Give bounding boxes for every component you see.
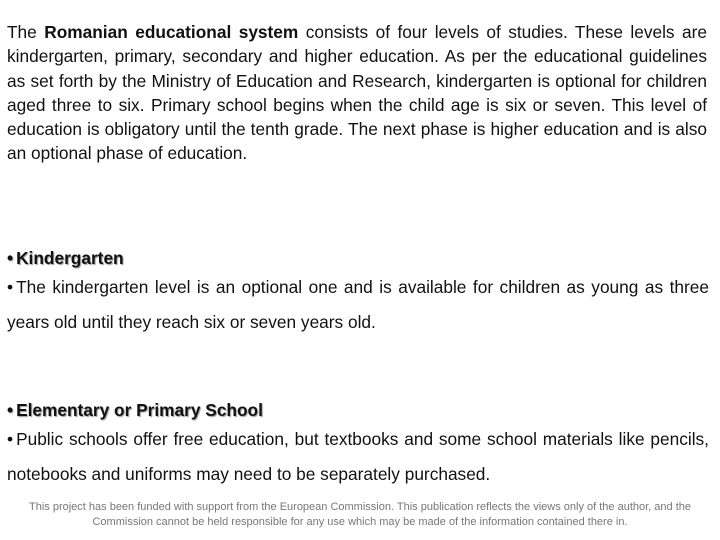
elementary-heading: Elementary or Primary School	[16, 400, 263, 420]
elementary-text: Public schools offer free education, but textbooks and some school materials like pencils, notebooks and uniforms may need to be separately purchased.	[7, 429, 709, 484]
bullet-icon: •	[7, 400, 14, 420]
section-body	[7, 422, 709, 492]
intro-text: consists of four levels of studies. These levels are kindergarten, primary, secondary and higher education. As per the educational guidelines as set forth by the Ministry of Education and Research, kindergarten is optional for children aged three to six. Primary school begins when the child age is six or seven. This level of education is obligatory until the tenth grade. The next phase is higher education and is also an optional phase of education.	[7, 22, 707, 164]
bullet-icon: •	[7, 277, 14, 297]
intro-bold-term: Romanian educational system	[44, 22, 299, 42]
kindergarten-text: The kindergarten level is an optional one and is available for children as young as three years old until they reach six or seven years old.	[7, 277, 709, 332]
section-heading	[7, 398, 709, 422]
section-heading	[7, 246, 709, 270]
section-body	[7, 270, 709, 340]
kindergarten-section	[7, 246, 709, 340]
kindergarten-heading: Kindergarten	[16, 248, 124, 268]
bullet-icon: •	[7, 429, 14, 449]
bullet-icon: •	[7, 248, 14, 268]
funding-disclaimer: This project has been funded with support from the European Commission. This publication reflects the views only of the author, and the Commission cannot be held responsible for any use which may be made of the information contained there in.	[29, 501, 691, 528]
intro-prefix: The	[7, 22, 45, 42]
elementary-section	[7, 398, 709, 492]
intro-paragraph	[7, 20, 707, 166]
